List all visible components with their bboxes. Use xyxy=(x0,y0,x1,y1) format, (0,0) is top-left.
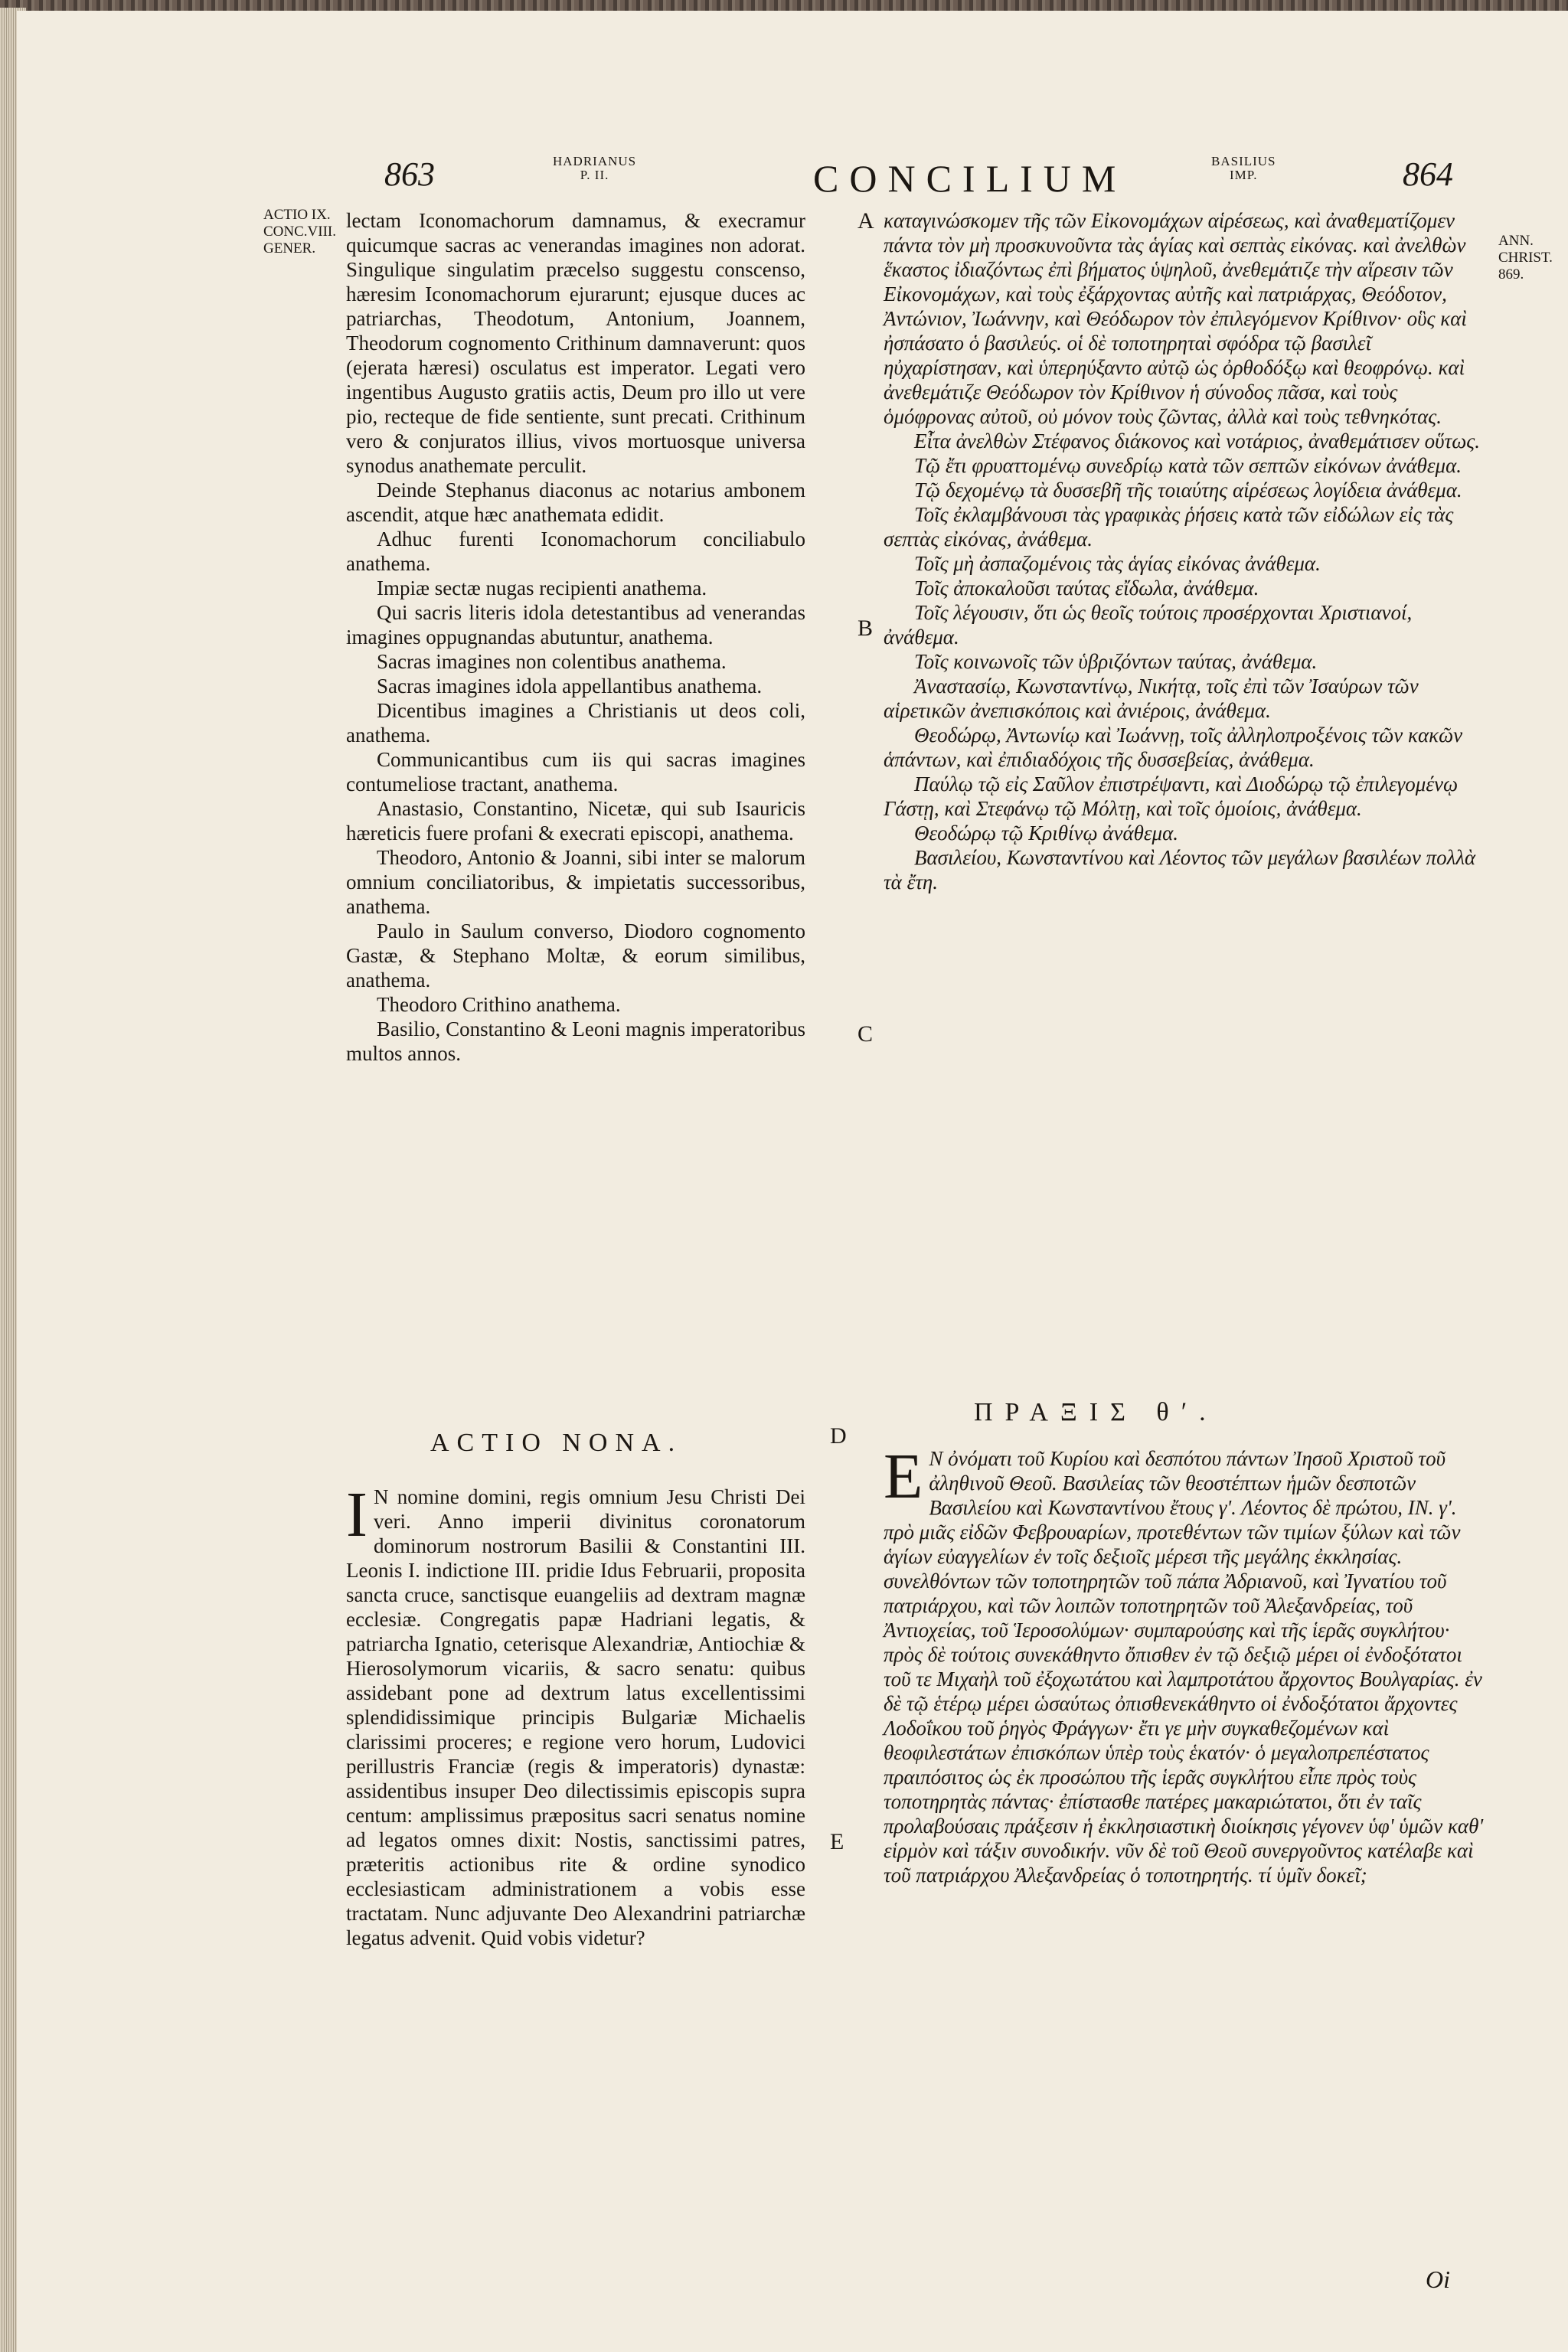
paragraph: Τοῖς ἀποκαλοῦσι ταύτας εἴδωλα, ἀνάθεμα. xyxy=(914,577,1259,599)
paragraph: Εἶτα ἀνελθὼν Στέφανος διάκονος καὶ νοτάριος, ἀναθεμάτισεν οὕτως. xyxy=(914,430,1480,452)
paragraph: Τῷ ἔτι φρυαττομένῳ συνεδρίῳ κατὰ τῶν σεπτῶν εἰκόνων ἀνάθεμα. xyxy=(914,454,1462,477)
paragraph: N nomine domini, regis omnium Jesu Christi Dei veri. Anno imperii divinitus coronatorum dominorum nostrorum Basilii & Constantini III. Leonis I. indictione III. pridie Idus Februarii, proposita sancta cruce, sanctisque euangeliis ad dextram magnæ ecclesiæ. Congregatis papæ Hadriani legatis, & patriarcha Ignatio, ceterisque Alexandriæ, Antiochiæ & Hierosolymorum vicariis, & sacro senatu: quibus assidebant pone ad dextrum latus excellentissimi splendidissimique principis Bulgariæ Michaelis clarissimi proceres; e regione vero horum, Ludovici perillustris Franciæ (regis & imperatoris) dynastæ: assidentibus insuper Deo dilectissimis episcopis supra centum: amplissimus præpositus sacri senatus nomine ad legatos omnes dixit: Nostis, sanctissimi patres, præteritis actionibus rite & ordine synodico ecclesiasticam administrationem a vobis esse tractatam. Nunc adjuvante Deo Alexandrini patriarchæ legatus advenit. Quid vobis videtur? xyxy=(346,1485,805,1949)
greek-praxis-text xyxy=(884,1441,1485,1887)
paragraph: Dicentibus imagines a Christianis ut deos coli, anathema. xyxy=(346,699,805,746)
page-title: CONCILIUM xyxy=(813,157,1127,200)
page-number-left: 863 xyxy=(384,155,435,193)
paragraph: Deinde Stephanus diaconus ac notarius ambonem ascendit, atque hæc anathemata edidit. xyxy=(346,479,805,526)
paragraph: Βασιλείου, Κωνσταντίνου καὶ Λέοντος τῶν μεγάλων βασιλέων πολλὰ τὰ ἔτη. xyxy=(884,846,1476,893)
paragraph: Paulo in Saulum converso, Diodoro cognomento Gastæ, & Stephano Moltæ, & eorum similibus, anathema. xyxy=(346,920,805,991)
running-head-right: BASILIUS IMP. xyxy=(1211,154,1276,182)
paragraph: Θεοδώρῳ, Ἀντωνίῳ καὶ Ἰωάννῃ, τοῖς ἀλληλοπροξένοις τῶν κακῶν ἁπάντων, καὶ ἐπιδιαδόχοις τῆς δυσσεβείας, ἀνάθεμα. xyxy=(884,724,1463,771)
paragraph: Qui sacris literis idola detestantibus ad venerandas imagines oppugnandas abutuntur, anathema. xyxy=(346,601,805,648)
margin-marker-e: E xyxy=(830,1829,844,1854)
paragraph: καταγινώσκομεν τῆς τῶν Εἰκονομάχων αἱρέσεως, καὶ ἀναθεματίζομεν πάντα τὸν μὴ προσκυνοῦντα τὰς ἁγίας καὶ σεπτὰς εἰκόνας. καὶ ἀνελθὼν ἕκαστος ἰδιαζόντως ἐπὶ βήματος ὑψηλοῦ, ἀνεθεμάτιζε τὴν αἵρεσιν τῶν Εἰκονομάχων, καὶ τοὺς ἐξάρχοντας αὐτῆς καὶ πατριάρχας, Θεόδοτον, Ἀντώνιον, Ἰωάννην, καὶ Θεόδωρον τὸν ἐπιλεγόμενον Κρίθινον· οὓς καὶ ἠσπάσατο ὁ βασιλεύς. οἱ δὲ τοποτηρηταὶ σφόδρα τῷ βασιλεῖ ηὐχαρίστησαν, καὶ ὑπερηύξαντο αὐτῷ ὡς ὀρθοδόξῳ καὶ θεοφρόνῳ. καὶ ἀνεθεμάτιζε Θεόδωρον τὸν Κρίθινον ἡ σύνοδος πᾶσα, καὶ τοὺς ὁμόφρονας αὐτοῦ, οὐ μόνον τοὺς ζῶντας, ἀλλὰ καὶ τοὺς τεθνηκότας. xyxy=(884,209,1467,428)
section-heading-greek: ΠΡΑΞΙΣ θʹ. xyxy=(974,1398,1218,1426)
paragraph: Ἀναστασίῳ, Κωνσταντίνῳ, Νικήτᾳ, τοῖς ἐπὶ τῶν Ἰσαύρων τῶν αἱρετικῶν ἀνεπισκόποις καὶ ἀνιέροις, ἀνάθεμα. xyxy=(884,675,1419,722)
greek-column xyxy=(884,208,1485,894)
paragraph: Θεοδώρῳ τῷ Κριθίνῳ ἀνάθεμα. xyxy=(914,822,1179,844)
book-page xyxy=(17,11,1568,2352)
side-note-left: ACTIO IX. CONC.VIII. GENER. xyxy=(263,207,336,256)
running-header xyxy=(17,149,1568,217)
drop-cap: I xyxy=(346,1479,368,1550)
paragraph: Adhuc furenti Iconomachorum conciliabulo anathema. xyxy=(346,528,805,575)
paragraph: Theodoro, Antonio & Joanni, sibi inter se malorum omnium conciliatoribus, & impietatis successoribus, anathema. xyxy=(346,846,805,918)
margin-marker-b: B xyxy=(858,616,874,641)
latin-actio-text xyxy=(346,1479,805,1950)
paragraph: Τοῖς λέγουσιν, ὅτι ὡς θεοῖς τούτοις προσέρχονται Χριστιανοί, ἀνάθεμα. xyxy=(884,601,1413,648)
paragraph: Theodoro Crithino anathema. xyxy=(377,993,621,1016)
latin-column xyxy=(346,208,805,1066)
drop-cap: Ε xyxy=(884,1441,923,1512)
margin-marker-c: C xyxy=(858,1021,874,1047)
paragraph: Παύλῳ τῷ εἰς Σαῦλον ἐπιστρέψαντι, καὶ Διοδώρῳ τῷ ἐπιλεγομένῳ Γάστῃ, καὶ Στεφάνῳ τῷ Μόλτῃ, καὶ τοῖς ὁμοίοις, ἀνάθεμα. xyxy=(884,773,1459,820)
paragraph: Ν ὀνόματι τοῦ Κυρίου καὶ δεσπότου πάντων Ἰησοῦ Χριστοῦ τοῦ ἀληθινοῦ Θεοῦ. Βασιλείας τῶν θεοστέπτων ἡμῶν δεσποτῶν Βασιλείου καὶ Κωνσταντίνου ἔτους γʹ. Λέοντος δὲ πρώτου, ΙΝ. γʹ. πρὸ μιᾶς εἰδῶν Φεβρουαρίων, προτεθέντων τῶν τιμίων ξύλων καὶ τῶν ἁγίων εὐαγγελίων ἐν τοῖς δεξιοῖς μέρεσι τῆς μεγάλης ἐκκλησίας. συνελθόντων τῶν τοποτηρητῶν τοῦ πάπα Ἀδριανοῦ, καὶ Ἰγνατίου τοῦ πατριάρχου, καὶ τῶν λοιπῶν τοποτηρητῶν τοῦ Ἀλεξανδρείας, τοῦ Ἀντιοχείας, τοῦ Ἱεροσολύμων· συμπαρούσης καὶ τῆς ἱερᾶς συγκλήτου· πρὸς δὲ τούτοις συνεκάθηντο ὄπισθεν ἐν τῷ δεξιῷ μέρει οἱ ἐνδοξότατοι τοῦ τε Μιχαὴλ τοῦ ἐξοχωτάτου καὶ λαμπροτάτου ἄρχοντος Βουλγαρίας. ἐν δὲ τῷ ἑτέρῳ μέρει ὡσαύτως ὀπισθενεκάθηντο οἱ ἐνδοξότατοι ἄρχοντες Λοδοΐκου τοῦ ῥηγὸς Φράγγων· ἔτι γε μὴν συγκαθεζομένων καὶ θεοφιλεστάτων ἐπισκόπων ὑπὲρ τοὺς ἑκατόν· ὁ μεγαλοπρεπέστατος πραιπόσιτος ὡς ἐκ προσώπου τῆς ἱερᾶς συγκλήτου εἶπε πρὸς τοὺς τοποτηρητὰς πάντας· ἐπίστασθε πατέρες μακαριώτατοι, ὅτι ἐν ταῖς προλαβούσαις πράξεσιν ἡ ἐκκλησιαστικὴ διοίκησις γέγονεν ὑφ' ὑμῶν καθ' εἱρμὸν καὶ τάξιν συνοδικήν. νῦν δὲ τοῦ Θεοῦ συνεργοῦντος κατέλαβε καὶ τοῦ πατριάρχου Ἀλεξανδρείας ὁ τοποτηρητής. τί ὑμῖν δοκεῖ; xyxy=(884,1447,1484,1886)
section-heading-latin: ACTIO NONA. xyxy=(430,1429,683,1457)
paragraph: Sacras imagines non colentibus anathema. xyxy=(377,650,727,673)
catchword: Oi xyxy=(1426,2265,1450,2293)
paragraph: Basilio, Constantino & Leoni magnis imperatoribus multos annos. xyxy=(346,1018,805,1065)
paragraph: Τοῖς μὴ ἀσπαζομένοις τὰς ἁγίας εἰκόνας ἀνάθεμα. xyxy=(914,552,1321,575)
paragraph: Impiæ sectæ nugas recipienti anathema. xyxy=(377,577,707,599)
paragraph: Anastasio, Constantino, Nicetæ, qui sub Isauricis hæreticis fuere profani & execrati episcopi, anathema. xyxy=(346,797,805,844)
side-note-right: ANN. CHRIST. 869. xyxy=(1498,233,1553,283)
paragraph: Τῷ δεχομένῳ τὰ δυσσεβῆ τῆς τοιαύτης αἱρέσεως λογίδεια ἀνάθεμα. xyxy=(914,479,1462,501)
paragraph: Τοῖς κοινωνοῖς τῶν ὑβριζόντων ταύτας, ἀνάθεμα. xyxy=(914,650,1318,673)
margin-marker-a: A xyxy=(858,208,874,234)
page-number-right: 864 xyxy=(1403,155,1453,193)
paragraph: Sacras imagines idola appellantibus anathema. xyxy=(377,675,763,697)
margin-marker-d: D xyxy=(830,1423,847,1449)
running-head-left: HADRIANUS P. II. xyxy=(553,154,637,182)
paragraph: Τοῖς ἐκλαμβάνουσι τὰς γραφικὰς ῥήσεις κατὰ τῶν εἰδώλων εἰς τὰς σεπτὰς εἰκόνας, ἀνάθεμα. xyxy=(884,503,1454,550)
paragraph: lectam Iconomachorum damnamus, & execramur quicumque sacras ac venerandas imagines non adorat. Singulique singulatim præcelso suggestu conscenso, hæresim Iconomachorum ejurarunt; ejusque duces ac patriarchas, Theodotum, Antonium, Joannem, Theodorum cognomento Crithinum damnaverunt: quos (ejerata hæresi) osculatus est imperator. Legati vero ingentibus Augusto gratiis actis, Deum pro illo ut vere pio, recteque de fide sentiente, sunt precati. Crithinum vero & conjuratos illius, vivos mortuosque universa synodus anathemate perculit. xyxy=(346,209,805,477)
paragraph: Communicantibus cum iis qui sacras imagines contumeliose tractant, anathema. xyxy=(346,748,805,795)
